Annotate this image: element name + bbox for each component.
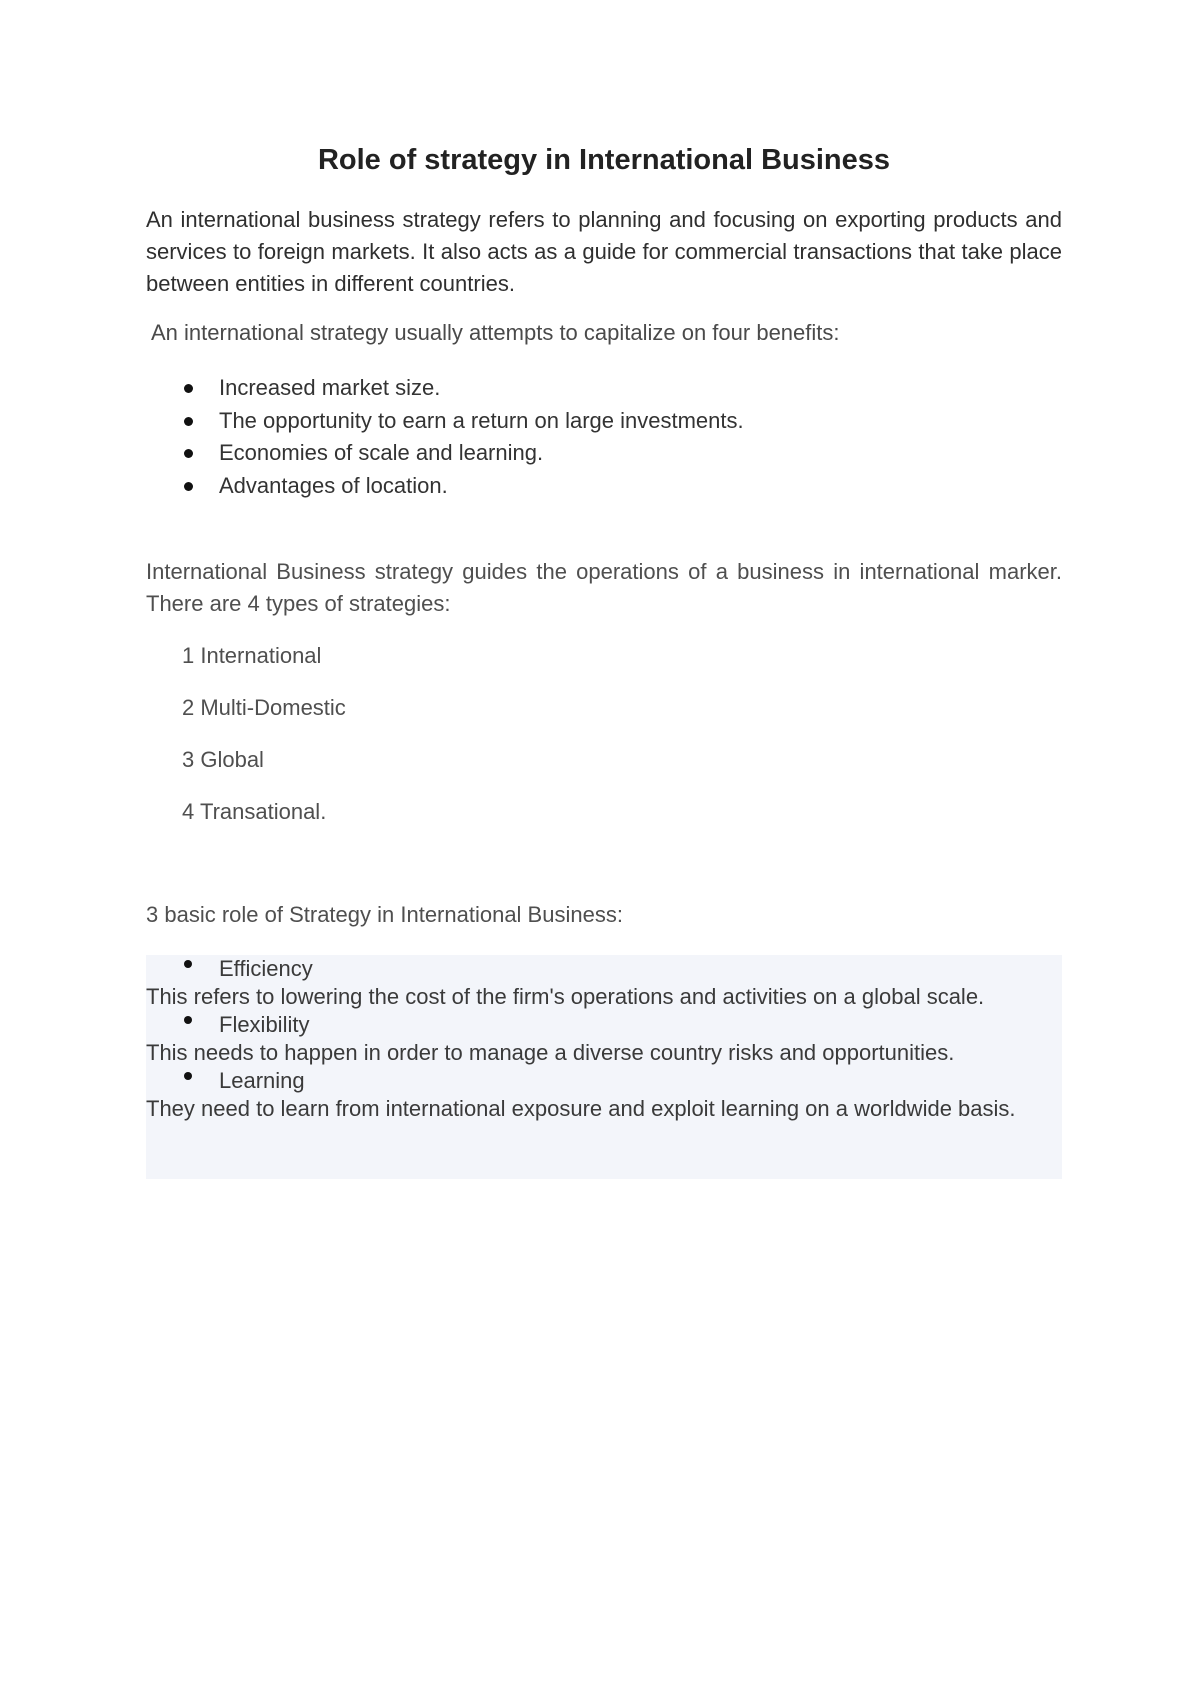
role-description: This needs to happen in order to manage a diverse country risks and opportunities. — [146, 1040, 955, 1065]
role-item-efficiency: Efficiency — [146, 955, 1062, 983]
list-item: Advantages of location. — [146, 470, 744, 503]
document-title: Role of strategy in International Business — [317, 144, 891, 176]
roles-lead: 3 basic role of Strategy in International Business: — [146, 902, 623, 927]
types-list — [182, 640, 346, 848]
bullet-icon — [184, 482, 193, 491]
bullet-icon — [184, 960, 192, 968]
bullet-icon — [184, 449, 193, 458]
list-item: The opportunity to earn a return on large investments. — [146, 405, 744, 438]
benefits-lead: An international strategy usually attempts to capitalize on four benefits: — [151, 320, 840, 345]
list-item: 3 Global — [182, 747, 264, 772]
list-item: Increased market size. — [146, 372, 744, 405]
list-item: 2 Multi-Domestic — [182, 695, 346, 720]
role-item-flexibility: Flexibility — [146, 1011, 1062, 1039]
bullet-icon — [184, 417, 193, 426]
intro-paragraph: An international business strategy refers to planning and focusing on exporting products and services to foreign markets. It also acts as a guide for commercial transactions that take place between entities in different countries. — [146, 207, 1062, 296]
roles-section — [146, 955, 1062, 1179]
types-lead: International Business strategy guides the operations of a business in international marker. There are 4 types of strategies: — [146, 559, 1062, 616]
list-item: 1 International — [182, 643, 322, 668]
list-item: 4 Transational. — [182, 799, 327, 824]
list-item: Economies of scale and learning. — [146, 437, 744, 470]
benefits-list — [146, 372, 744, 502]
role-item-learning: Learning — [146, 1067, 1062, 1095]
bullet-icon — [184, 1072, 192, 1080]
role-description: They need to learn from international exposure and exploit learning on a worldwide basis. — [146, 1096, 1016, 1121]
bullet-icon — [184, 384, 193, 393]
role-description: This refers to lowering the cost of the firm's operations and activities on a global scale. — [146, 984, 985, 1009]
bullet-icon — [184, 1016, 192, 1024]
